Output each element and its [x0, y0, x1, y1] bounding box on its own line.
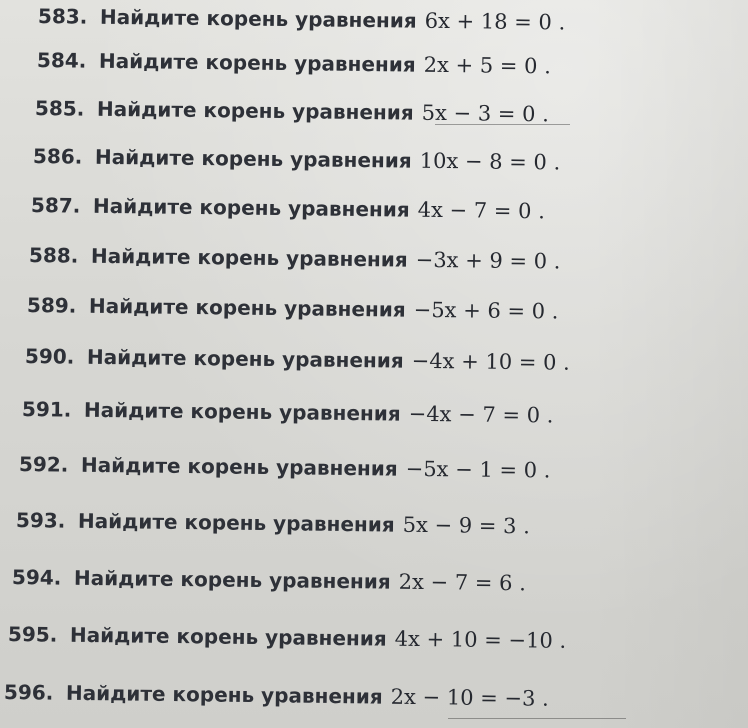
problem-number: 596.: [3, 680, 54, 705]
problem-590: [25, 344, 570, 375]
problem-583: [38, 4, 566, 34]
problem-number: 591.: [21, 397, 72, 422]
problem-text: Найдите корень уравнения: [77, 508, 395, 537]
pencil-underline: [448, 718, 626, 719]
problem-593: [16, 508, 530, 538]
problem-equation: 5x − 3 = 0 .: [421, 100, 549, 127]
problem-equation: −5x − 1 = 0 .: [405, 456, 551, 483]
problem-number: 593.: [15, 508, 66, 533]
problem-text: Найдите корень уравнения: [90, 243, 408, 272]
show-through-shading: [588, 0, 748, 728]
problem-588: [29, 243, 561, 273]
problem-equation: −3x + 9 = 0 .: [415, 247, 561, 274]
problem-text: Найдите корень уравнения: [73, 565, 391, 594]
problem-number: 587.: [30, 193, 81, 218]
problem-text: Найдите корень уравнения: [94, 144, 412, 173]
problem-585: [35, 96, 549, 126]
problem-596: [4, 680, 549, 711]
pencil-underline: [435, 124, 570, 125]
problem-equation: 2x + 5 = 0 .: [423, 52, 551, 79]
problem-text: Найдите корень уравнения: [96, 96, 414, 125]
problem-text: Найдите корень уравнения: [92, 193, 410, 222]
problem-584: [37, 48, 551, 78]
problem-text: Найдите корень уравнения: [86, 344, 404, 373]
problem-equation: 2x − 10 = −3 .: [390, 684, 549, 711]
problem-equation: 10x − 8 = 0 .: [419, 148, 561, 175]
problem-text: Найдите корень уравнения: [65, 680, 383, 709]
problem-number: 594.: [11, 565, 62, 590]
problem-equation: −4x − 7 = 0 .: [408, 401, 554, 428]
problem-number: 590.: [24, 344, 75, 369]
problem-equation: 2x − 7 = 6 .: [398, 569, 526, 596]
problem-equation: 4x + 10 = −10 .: [394, 626, 567, 653]
problem-589: [27, 293, 559, 323]
problem-equation: 5x − 9 = 3 .: [402, 512, 530, 539]
problem-text: Найдите корень уравнения: [80, 452, 398, 481]
problem-number: 585.: [34, 96, 85, 121]
problem-591: [22, 397, 554, 427]
problem-number: 588.: [28, 243, 79, 268]
problem-595: [8, 622, 566, 653]
problem-equation: −4x + 10 = 0 .: [411, 348, 570, 375]
problem-number: 584.: [36, 48, 87, 73]
problem-586: [33, 144, 561, 174]
problem-equation: 6x + 18 = 0 .: [424, 8, 566, 35]
problem-text: Найдите корень уравнения: [69, 622, 387, 651]
problem-592: [19, 452, 551, 482]
problem-number: 586.: [32, 144, 83, 169]
problem-text: Найдите корень уравнения: [83, 397, 401, 426]
problem-594: [12, 565, 526, 595]
problem-number: 583.: [37, 4, 88, 29]
problem-number: 595.: [7, 622, 58, 647]
problem-equation: −5x + 6 = 0 .: [413, 297, 559, 324]
problem-equation: 4x − 7 = 0 .: [417, 197, 545, 224]
problem-number: 592.: [18, 452, 69, 477]
problem-text: Найдите корень уравнения: [88, 293, 406, 322]
problem-text: Найдите корень уравнения: [98, 48, 416, 77]
problem-587: [31, 193, 545, 223]
problem-text: Найдите корень уравнения: [99, 4, 417, 33]
problem-number: 589.: [26, 293, 77, 318]
